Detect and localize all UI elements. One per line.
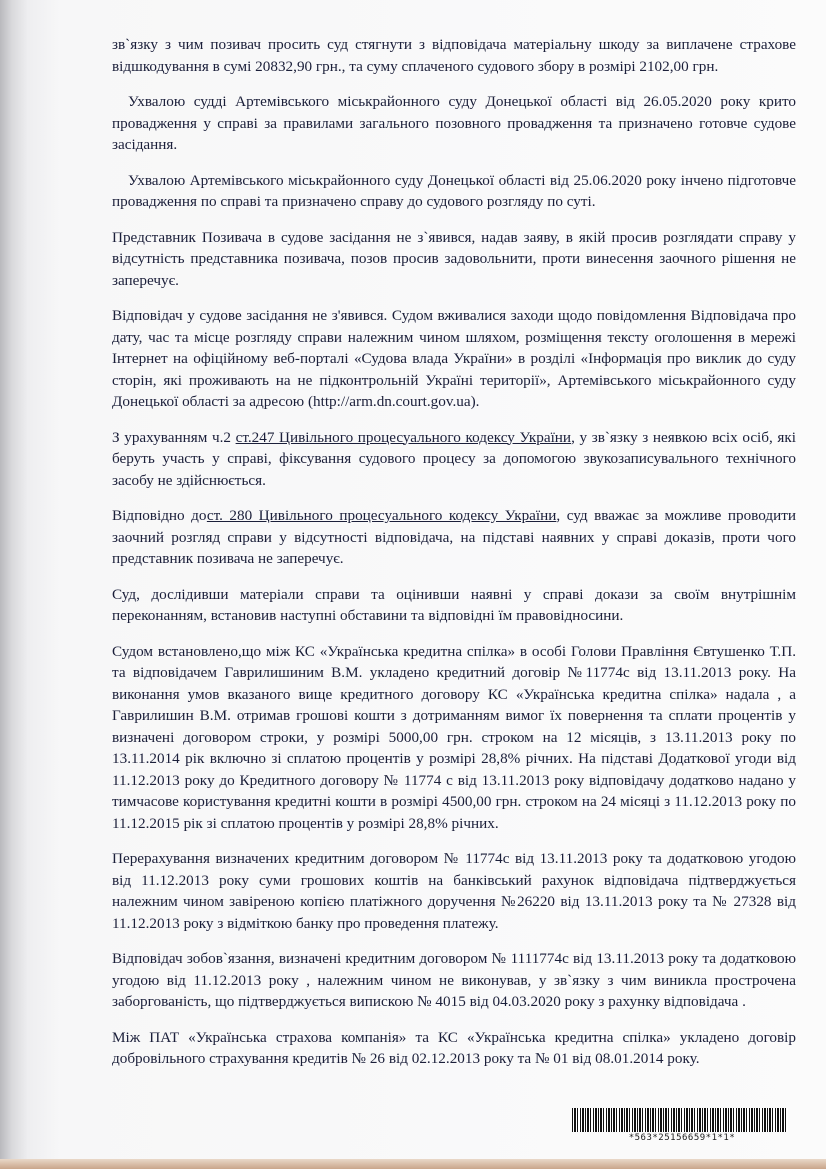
paragraph-6 — [112, 427, 796, 492]
paragraph-7-pre: Відповідно до — [112, 507, 207, 524]
paragraph-6-pre: З урахуванням ч.2 — [112, 428, 236, 446]
paragraph-1: зв`язку з чим позивач просить суд стягнути з відповідача матеріальну шкоду за виплачене страхове відшкодування в сумі 20832,90 грн., та суму сплаченого судового збору в розмірі 2102,00 грн. — [112, 36, 796, 75]
barcode-bars — [572, 1108, 788, 1132]
paragraph-7 — [112, 505, 796, 570]
paragraph-8: Суд, дослідивши матеріали справи та оцінивши наявні у справі докази за своїм внутрішнім переконанням, встановив наступні обставини та відповідні їм правовідносини. — [112, 585, 796, 624]
paragraph-6-post: , у зв`язку з неявкою всіх осіб, які беруть участь у справі, фіксування судового процесу за допомогою звукозаписувального технічного засобу не здійснюється. — [112, 428, 796, 489]
paragraph-9: Судом встановлено,що між КС «Українська кредитна спілка» в особі Голови Правління Євтушенко Т.П. та відповідачем Гаврилишиним В.М. укладено кредитний договір №11774с від 13.11.2013 року. На виконання умов вказаного вище кредитного договору КС «Українська кредитна спілка» надала , а Гаврилишин В.М. отримав грошові кошти з дотриманням вимог їх повернення та сплати процентів у визначені договором строки, у розмірі 5000,00 грн. строком на 12 місяців, з 13.11.2013 року по 13.11.2014 рік включно зі сплатою процентів у розмірі 28,8% річних. На підставі Додаткової угоди від 11.12.2013 року до Кредитного договору № 11774 с від 13.11.2013 року відповідачу додатково надано у тимчасове користування кредитні кошти в розмірі 4500,00 грн. строком на 24 місяці з 11.12.2013 року по 11.12.2015 рік зі сплатою процентів у розмірі 28,8% річних. — [112, 642, 796, 832]
paragraph-5: Відповідач у судове засідання не з'явився. Судом вживалися заходи щодо повідомлення Відповідача про дату, час та місце розгляду справи належним чином шляхом, розміщення тексту оголошення в мережі Інтернет на офіційному веб-порталі «Судова влада України» в розділі «Інформація про виклик до суду сторін, які проживають на не підконтрольній Україні території», Артемівського міськрайонного суду Донецької області за адресою (http://arm.dn.court.gov.ua). — [112, 307, 796, 410]
paragraph-3: Ухвалою Артемівського міськрайонного суду Донецької області від 25.06.2020 року інчено підготовче провадження по справі та призначено справу до судового розгляду по суті. — [112, 171, 796, 210]
paragraph-4: Представник Позивача в судове засідання не з`явився, надав заяву, в якій просив розглядати справу у відсутність представника позивача, позов просив задовольнити, проти винесення заочного рішення не заперечує. — [112, 228, 796, 289]
paragraph-2: Ухвалою судді Артемівського міськрайонного суду Донецької області від 26.05.2020 року крито провадження у справі за правилами загального позовного провадження та призначено готовче судове засідання. — [112, 93, 796, 153]
paragraph-12: Між ПАТ «Українська страхова компанія» та КС «Українська кредитна спілка» укладено договір добровільного страхування кредитів № 26 від 02.12.2013 року та № 01 від 08.01.2014 року. — [112, 1028, 796, 1067]
barcode — [572, 1108, 792, 1150]
page-bottom-edge — [0, 1159, 826, 1169]
law-reference-link[interactable]: ст.247 Цивільного процесуального кодексу України — [235, 428, 572, 446]
document-body — [112, 34, 796, 1084]
barcode-label: *563*25156659*1*1* — [628, 1133, 736, 1143]
paragraph-7-post: , суд вважає за можливе проводити заочний розгляд справи у відсутності відповідача, на підставі наявних у справі доказів, проти чого представник позивача не заперечує. — [112, 507, 797, 567]
paragraph-11: Відповідач зобов`язання, визначені кредитним договором № 1111774с від 13.11.2013 року та додатковою угодою від 11.12.2013 року , належним чином не виконував, у зв`язку з чим виникла прострочена заборгованість, що підтверджується випискою № 4015 від 04.03.2020 року з рахунку відповідача . — [112, 950, 796, 1010]
paragraph-10: Перерахування визначених кредитним договором № 11774с від 13.11.2013 року та додатковою угодою від 11.12.2013 року суми грошових коштів на банківський рахунок відповідача підтверджується належним чином завіреною копією платіжного доручення №26220 від 13.11.2013 року та № 27328 від 11.12.2013 року з відміткою банку про проведення платежу. — [112, 850, 796, 932]
law-reference-link[interactable]: ст. 280 Цивільного процесуального кодексу України — [206, 507, 557, 524]
